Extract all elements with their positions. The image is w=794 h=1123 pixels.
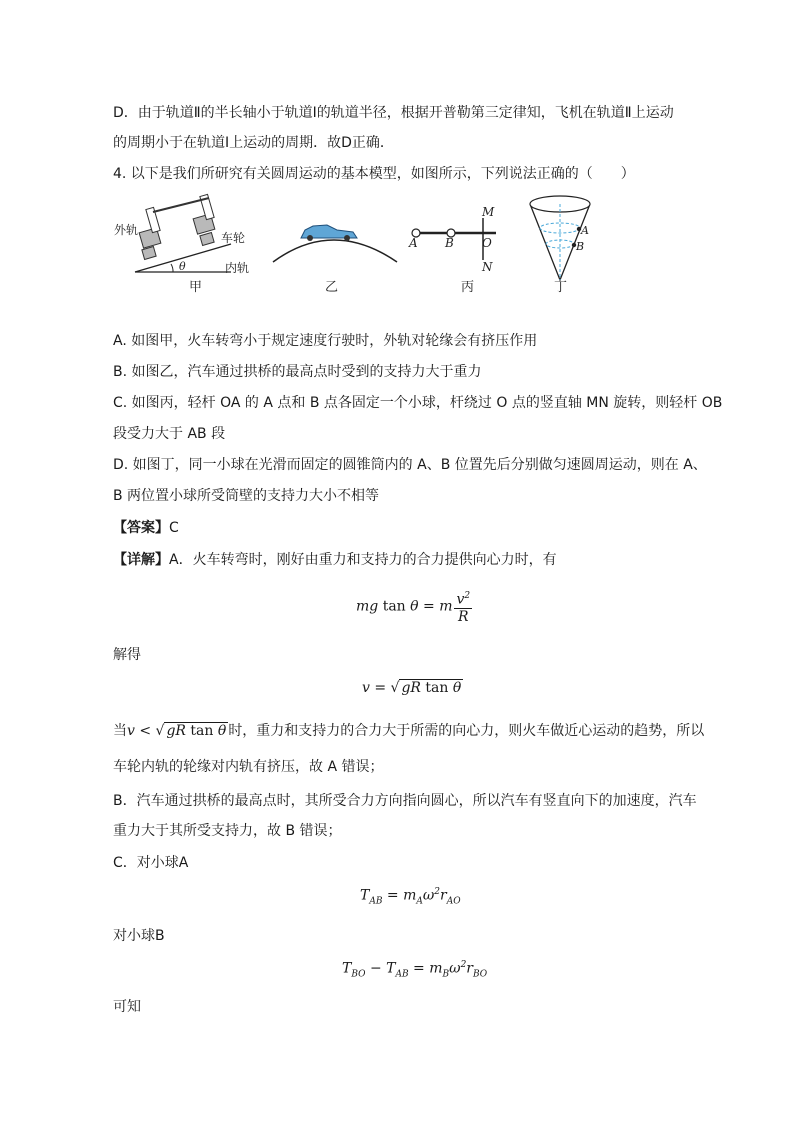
when-prefix: 当: [113, 723, 127, 739]
wheel-label: 车轮: [221, 231, 246, 245]
detail-c-know: 可知: [113, 999, 141, 1015]
bing-label-o: O: [482, 236, 492, 250]
detail-a-intro: A．火车转弯时，刚好由重力和支持力的合力提供向心力时，有: [169, 552, 557, 568]
detail-b-line-1: B．汽车通过拱桥的最高点时，其所受合力方向指向圆心，所以汽车有竖直向下的加速度，汽车: [113, 793, 697, 809]
option-c-line-1: C. 如图丙，轻杆 OA 的 A 点和 B 点各固定一个小球，杆绕过 O 点的竖直轴 MN 旋转，则轻杆 OB: [113, 395, 723, 411]
figure-ding: [530, 196, 590, 295]
caption-jia: 甲: [189, 280, 203, 295]
answer-line: [113, 518, 179, 538]
bing-label-a: A: [409, 236, 418, 250]
bing-label-b: B: [445, 236, 454, 250]
equation-speed: v = √ gR tan θ: [362, 680, 462, 696]
theta-label: θ: [179, 260, 186, 273]
figure-yi: [273, 225, 397, 295]
detail-c-ball-b: 对小球B: [113, 928, 165, 944]
figure-jia: [114, 194, 249, 295]
question-stem: 4. 以下是我们所研究有关圆周运动的基本模型，如图所示，下列说法正确的（ ）: [113, 166, 635, 182]
prev-d-line-2: 的周期小于在轨道Ⅰ上运动的周期．故D正确．: [113, 135, 394, 151]
detail-b-line-2: 重力大于其所受支持力，故 B 错误；: [113, 823, 342, 839]
prev-d-line-1: D．由于轨道Ⅱ的半长轴小于轨道Ⅰ的轨道半径，根据开普勒第三定律知，飞机在轨道Ⅱ上运动: [113, 105, 674, 121]
when-suffix: 时，重力和支持力的合力大于所需的向心力，则火车做近心运动的趋势，所以: [228, 723, 705, 739]
figure-row: [113, 190, 673, 300]
ding-label-a: A: [581, 224, 589, 237]
figure-bing: [408, 205, 496, 295]
solve-label: 解得: [113, 647, 141, 663]
answer-value: C: [169, 520, 179, 536]
option-a: A. 如图甲，火车转弯小于规定速度行驶时，外轨对轮缘会有挤压作用: [113, 333, 538, 349]
caption-yi: 乙: [325, 280, 339, 295]
option-c-line-2: 段受力大于 AB 段: [113, 426, 226, 442]
option-b: B. 如图乙，汽车通过拱桥的最高点时受到的支持力大于重力: [113, 364, 482, 380]
caption-bing: 丙: [461, 280, 475, 295]
answer-label: 【答案】: [113, 520, 169, 536]
a-conclusion: 车轮内轨的轮缘对内轨有挤压，故 A 错误；: [113, 759, 384, 775]
bing-label-m: M: [482, 205, 495, 219]
detail-c-intro: C．对小球A: [113, 855, 189, 871]
detail-a-intro-line: [113, 550, 557, 570]
inner-rail-label: 内轨: [225, 261, 250, 275]
detail-label: 【详解】: [113, 552, 169, 568]
outer-rail-label: 外轨: [114, 223, 139, 237]
when-line: [113, 721, 704, 741]
inequality-speed: v < √ gR tan θ: [127, 723, 227, 739]
option-d-line-1: D. 如图丁，同一小球在光滑而固定的圆锥筒内的 A、B 位置先后分别做匀速圆周运动，则在 A、: [113, 457, 707, 473]
equation-centripetal: mg tan θ = m $\frac{v^2}{R}$: [356, 588, 474, 625]
option-d-line-2: B 两位置小球所受筒壁的支持力大小不相等: [113, 488, 380, 504]
ding-label-b: B: [576, 240, 585, 253]
equation-ball-a: $T_{AB} = m_A\omega^2r_{AO}$: [360, 887, 461, 907]
bing-label-n: N: [482, 260, 493, 274]
equation-ball-b: $T_{BO} - T_{AB} = m_B\omega^2r_{BO}$: [342, 960, 488, 980]
caption-ding: 丁: [554, 280, 568, 295]
